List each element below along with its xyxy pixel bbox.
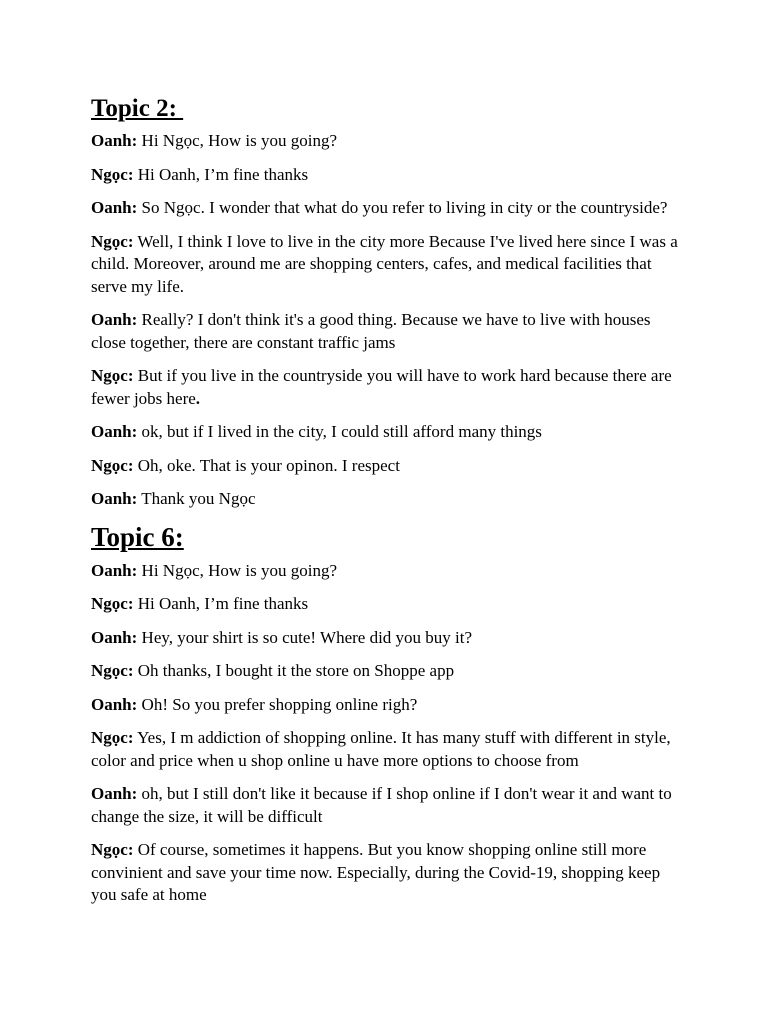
dialogue-text: Yes, I m addiction of shopping online. It has many stuff with different in style, color and price when u shop online u have more options to choose from [91, 728, 671, 770]
speaker-name: Ngọc: [91, 455, 134, 475]
dialogue-line [91, 694, 681, 717]
dialogue-line [91, 455, 681, 478]
dialogue-text: Oh, oke. That is your opinon. I respect [133, 455, 400, 475]
dialogue-line [91, 627, 681, 650]
speaker-name: Oanh: [91, 131, 138, 150]
dialogue-line [91, 130, 681, 153]
dialogue-text: oh, but I still don't like it because if I shop online if I don't wear it and want to change the size, it will be difficult [91, 784, 672, 826]
dialogue-text: Oh thanks, I bought it the store on Shoppe app [133, 661, 455, 680]
dialogue-line [91, 309, 681, 354]
speaker-name: Oanh: [91, 560, 138, 580]
dialogue-text: Of course, sometimes it happens. But you know shopping online still more convinient and save your time now. Especially, during the Covid-19, shopping keep you safe at home [91, 840, 661, 904]
topic-2-section [91, 94, 681, 511]
dialogue-line [91, 727, 681, 772]
dialogue-text: Hi Oanh, I’m fine thanks [133, 164, 309, 184]
dialogue-line [91, 783, 681, 828]
dialogue-text: Really? I don't think it's a good thing. Because we have to live with houses close together, there are constant traffic jams [91, 310, 651, 352]
speaker-name: Oanh: [91, 489, 138, 508]
dialogue-text: But if you live in the countryside you will have to work hard because there are fewer jobs here [91, 366, 672, 408]
dialogue-line [91, 231, 681, 299]
dialogue-text: Thank you Ngọc [137, 489, 256, 508]
speaker-name: Oanh: [91, 198, 138, 217]
dialogue-line [91, 365, 681, 410]
dialogue-text: Hi Ngọc, How is you going? [137, 131, 338, 150]
speaker-name: Ngọc: [91, 366, 134, 385]
topic-heading: Topic 6: [91, 521, 184, 552]
dialogue-line [91, 421, 681, 444]
topic-6-section [91, 522, 681, 907]
dialogue-text: Oh! So you prefer shopping online righ? [137, 694, 418, 714]
speaker-name: Oanh: [91, 310, 138, 329]
speaker-name: Oanh: [91, 784, 138, 803]
speaker-name: Ngọc: [91, 661, 134, 680]
dialogue-line [91, 197, 681, 220]
speaker-name: Ngọc: [91, 728, 134, 747]
speaker-name: Ngọc: [91, 840, 134, 859]
speaker-name: Oanh: [91, 694, 138, 714]
dialogue-text: Well, I think I love to live in the city more Because I've lived here since I was a child. Moreover, around me are shopping centers, cafes, and medical facilities that serve my life. [91, 231, 678, 296]
dialogue-line [91, 593, 681, 616]
dialogue-text: So Ngọc. I wonder that what do you refer to living in city or the countryside? [137, 198, 668, 217]
speaker-name: Oanh: [91, 627, 138, 647]
speaker-name: Ngọc: [91, 231, 134, 251]
dialogue-line [91, 488, 681, 511]
speaker-name: Ngọc: [91, 164, 134, 184]
speaker-name: Ngọc: [91, 594, 134, 613]
document-page [91, 94, 681, 918]
dialogue-line [91, 839, 681, 907]
speaker-name: Oanh: [91, 422, 138, 441]
dialogue-text: ok, but if I lived in the city, I could still afford many things [137, 422, 542, 441]
dialogue-line [91, 164, 681, 187]
sentence-end: . [195, 388, 201, 408]
dialogue-text: Hi Ngọc, How is you going? [137, 560, 338, 580]
topic-heading: Topic 2: [91, 95, 184, 122]
dialogue-line [91, 560, 681, 583]
dialogue-line [91, 660, 681, 683]
dialogue-text: Hey, your shirt is so cute! Where did you buy it? [137, 627, 473, 647]
dialogue-text: Hi Oanh, I’m fine thanks [133, 594, 309, 613]
